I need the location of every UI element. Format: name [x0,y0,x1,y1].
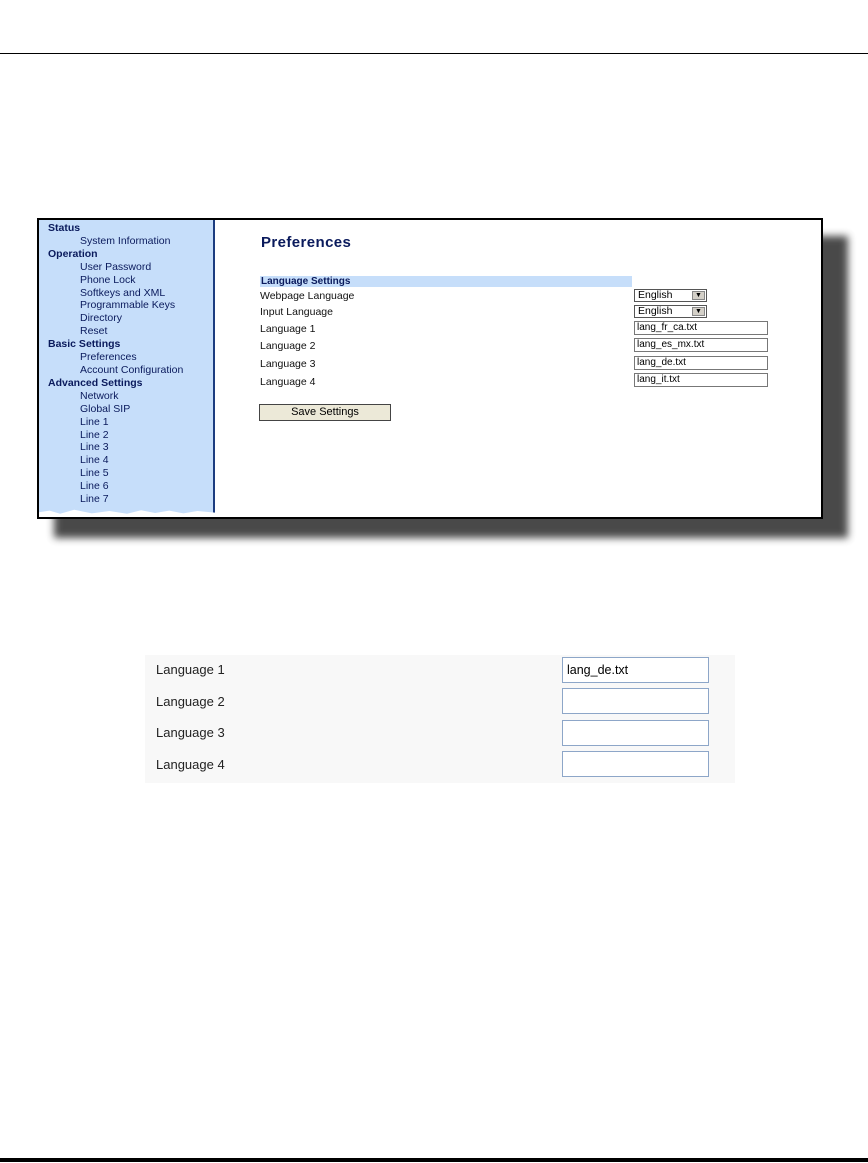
nav-item-system-information[interactable]: System Information [80,234,171,247]
detail-language-4-label: Language 4 [156,757,225,772]
nav-item-reset[interactable]: Reset [80,325,108,338]
nav-item-line-5[interactable]: Line 5 [80,467,109,480]
input-language-select[interactable] [634,305,707,318]
section-header-language-settings: Language Settings [260,276,632,287]
nav-item-phone-lock[interactable]: Phone Lock [80,273,136,286]
input-language-label: Input Language [260,306,333,318]
save-settings-button[interactable]: Save Settings [259,404,391,421]
nav-item-line-2[interactable]: Line 2 [80,428,109,441]
language-fields-detail [145,655,735,783]
webpage-language-select[interactable] [634,289,707,302]
nav-item-account-configuration[interactable]: Account Configuration [80,363,184,376]
language-3-input[interactable]: lang_de.txt [634,356,768,370]
nav-item-network[interactable]: Network [80,389,119,402]
nav-heading-operation: Operation [48,247,98,260]
nav-item-line-3[interactable]: Line 3 [80,441,109,454]
detail-language-4-input[interactable] [562,751,709,777]
nav-item-line-7[interactable]: Line 7 [80,493,109,506]
sidebar-torn-edge [39,509,215,517]
language-4-input[interactable]: lang_it.txt [634,373,768,387]
webpage-language-label: Webpage Language [260,290,355,302]
language-2-input[interactable]: lang_es_mx.txt [634,338,768,352]
preferences-panel [215,220,821,517]
page-title: Preferences [261,234,352,251]
nav-heading-status: Status [48,222,81,234]
chevron-down-icon: ▼ [692,307,705,316]
sidebar-nav [39,220,215,517]
nav-item-line-6[interactable]: Line 6 [80,480,109,493]
nav-item-line-4[interactable]: Line 4 [80,454,109,467]
nav-item-softkeys-xml[interactable]: Softkeys and XML [80,286,166,299]
detail-language-3-label: Language 3 [156,725,225,740]
nav-heading-basic-settings: Basic Settings [48,338,121,351]
language-3-label: Language 3 [260,358,316,370]
nav-item-preferences[interactable]: Preferences [80,351,137,364]
detail-language-1-input[interactable]: lang_de.txt [562,657,709,683]
web-ui-screenshot [37,218,823,519]
nav-item-directory[interactable]: Directory [80,312,123,325]
chevron-down-icon: ▼ [692,291,705,300]
input-language-value: English [638,305,673,317]
language-2-label: Language 2 [260,340,316,352]
nav-item-programmable-keys[interactable]: Programmable Keys [80,299,176,312]
language-4-label: Language 4 [260,376,316,388]
language-1-input[interactable]: lang_fr_ca.txt [634,321,768,335]
language-1-label: Language 1 [260,323,316,335]
footer-rule [0,1158,868,1162]
detail-language-2-input[interactable] [562,688,709,714]
detail-language-1-label: Language 1 [156,662,225,677]
header-rule [0,53,868,54]
nav-item-global-sip[interactable]: Global SIP [80,402,131,415]
nav-item-user-password[interactable]: User Password [80,260,152,273]
detail-language-3-input[interactable] [562,720,709,746]
webpage-language-value: English [638,289,673,301]
nav-heading-advanced-settings: Advanced Settings [48,376,143,389]
nav-item-line-1[interactable]: Line 1 [80,415,109,428]
detail-language-2-label: Language 2 [156,694,225,709]
